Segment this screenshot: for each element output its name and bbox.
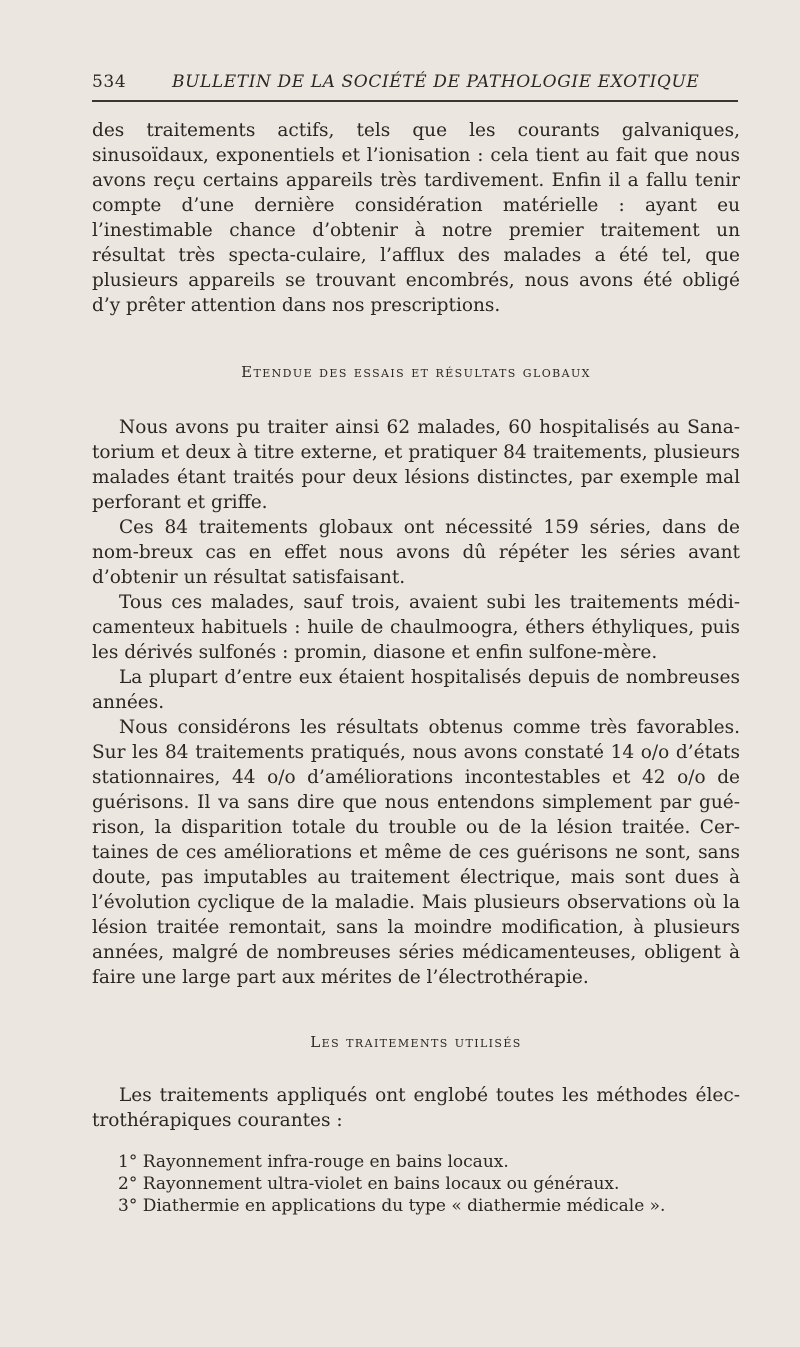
page-number: 534 [92,72,127,92]
paragraph: La plupart d’entre eux étaient hospitalisés depuis de nombreuses années. [92,667,740,713]
section-title: Les traitements utilisés [310,1033,522,1051]
list-item: 1° Rayonnement infra-rouge en bains locaux. [118,1152,509,1172]
paragraph: Nous considérons les résultats obtenus comme très favorables. Sur les 84 traitements pratiqués, nous avons constaté 14 o/o d’états stationnaires, 44 o/o d’améliorations incontestables et 42 o/o de guérisons. Il va sans dire que nous entendons simplement par gué-rison, la disparition totale du trouble ou de la lésion traitée. Cer-taines de ces améliorations et même de ces guérisons ne sont, sans doute, pas imputables au traitement électrique, mais sont dues à l’évolution cyclique de la maladie. Mais plusieurs observations où la lésion traitée remontait, sans la moindre modification, à plusieurs années, malgré de nombreuses séries médicamenteuses, obligent à faire une large part aux mérites de l’électrothérapie. [92,717,740,988]
paragraph: Ces 84 traitements globaux ont nécessité 159 séries, dans de nom-breux cas en effet nous avons dû répéter les séries avant d’obtenir un résultat satisfaisant. [92,517,740,588]
page-header [92,72,738,98]
running-title: BULLETIN DE LA SOCIÉTÉ DE PATHOLOGIE EXOTIQUE [172,72,700,92]
header-rule [92,100,738,102]
paragraph: des traitements actifs, tels que les courants galvaniques, sinusoïdaux, exponentiels et l’ionisation : cela tient au fait que nous avons reçu certains appareils très tardivement. Enfin il a fallu tenir compte d’une dernière considération matérielle : ayant eu l’inestimable chance d’obtenir à notre premier traitement un résultat très specta-culaire, l’afflux des malades a été tel, que plusieurs appareils se trouvant encombrés, nous avons été obligé d’y prêter attention dans nos prescriptions. [92,120,740,316]
paragraph: Nous avons pu traiter ainsi 62 malades, 60 hospitalisés au Sana-torium et deux à titre externe, et pratiquer 84 traitements, plusieurs malades étant traités pour deux lésions distinctes, par exemple mal perforant et griffe. [92,417,740,513]
list-item: 2° Rayonnement ultra-violet en bains locaux ou généraux. [118,1174,620,1194]
list-item: 3° Diathermie en applications du type « diathermie médicale ». [118,1196,666,1216]
section-title: Etendue des essais et résultats globaux [241,363,591,381]
paragraph: Les traitements appliqués ont englobé toutes les méthodes élec-trothérapiques courantes : [92,1085,740,1131]
paragraph: Tous ces malades, sauf trois, avaient subi les traitements médi-camenteux habituels : huile de chaulmoogra, éthers éthyliques, puis les dérivés sulfonés : promin, diasone et enfin sulfone-mère. [92,592,740,663]
body-text [92,118,740,1217]
